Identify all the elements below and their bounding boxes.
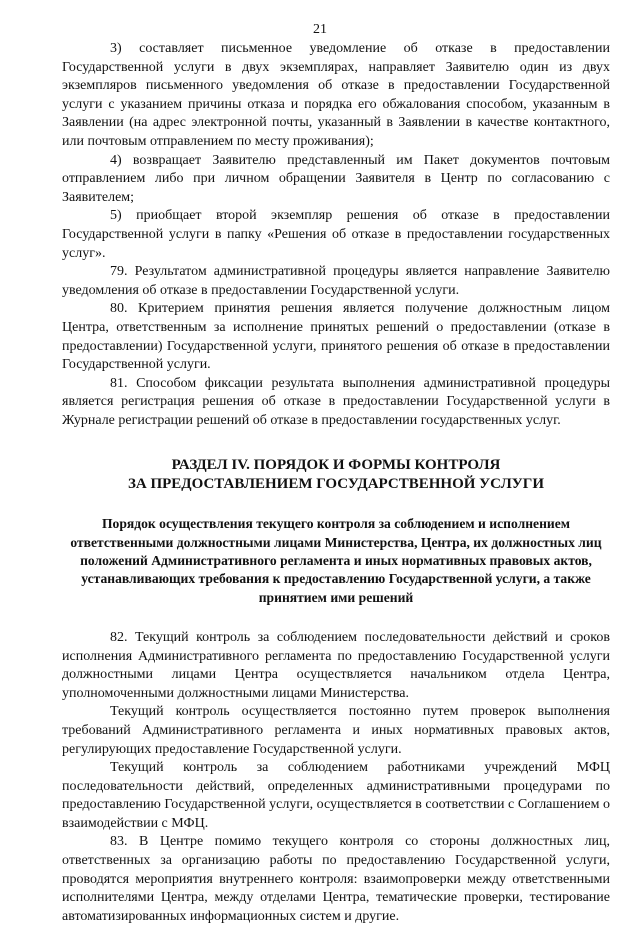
- paragraph-item-4: 4) возвращает Заявителю представленный им Пакет документов почтовым отправлением либо при личном обращении Заявителя в Центр по согласованию с Заявителем;: [62, 152, 610, 205]
- paragraph-mfc-control: Текущий контроль за соблюдением работниками учреждений МФЦ последовательности действий, определенных административными процедурами по предоставлению Государственной услуги, осуществляется в соответствии с Соглашением о взаимодействии с МФЦ.: [62, 760, 610, 831]
- subsection-title: Порядок осуществления текущего контроля за соблюдением и исполнением ответственными должностными лицами Министерства, Центра, их должностных лиц положений Административного регламента и иных нормативных правовых актов, устанавливающих требования к предоставлению Государственной услуги, а также принятием ими решений: [70, 516, 602, 605]
- section-title-line-1: РАЗДЕЛ IV. ПОРЯДОК И ФОРМЫ КОНТРОЛЯ: [171, 457, 501, 474]
- document-body: [62, 40, 610, 926]
- paragraph-82: 82. Текущий контроль за соблюдением последовательности действий и сроков исполнения Административного регламента по предоставлению Государственной услуги должностными лицами Центра осуществляется начальником отдела Центра, уполномоченными должностными лицами Министерства.: [62, 629, 610, 701]
- paragraph-80: 80. Критерием принятия решения является получение должностным лицом Центра, ответственным за исполнение принятых решений о предоставлении (отказе в предоставлении) Государственной услуги, принятого решения об отказе в предоставлении Государственной услуги.: [62, 301, 610, 373]
- paragraph-81: 81. Способом фиксации результата выполнения административной процедуры является регистрация решения об отказе в предоставлении Государственной услуги в Журнале регистрации решений об отказе в предоставлении государственных услуг.: [62, 375, 610, 428]
- paragraph-current-control: Текущий контроль осуществляется постоянно путем проверок выполнения требований Административного регламента и иных нормативных правовых актов, регулирующих предоставление Государственной услуги.: [62, 704, 610, 757]
- paragraph-79: 79. Результатом административной процедуры является направление Заявителю уведомления об отказе в предоставлении Государственной услуги.: [62, 264, 610, 298]
- section-title-line-2: ЗА ПРЕДОСТАВЛЕНИЕМ ГОСУДАРСТВЕННОЙ УСЛУГИ: [127, 476, 545, 493]
- page-number: 21: [313, 22, 327, 37]
- paragraph-item-3: 3) составляет письменное уведомление об отказе в предоставлении Государственной услуги в двух экземплярах, направляет Заявителю один из двух экземпляров письменного уведомления об отказе в предоставлении Государственной услуги с указанием причины отказа и порядка его обжалования способом, указанным в Заявлении (на адрес электронной почты, указанный в Заявлении в качестве контактного, или почтовым отправлением по месту проживания);: [62, 41, 610, 149]
- paragraph-83: 83. В Центре помимо текущего контроля со стороны должностных лиц, ответственных за организацию работы по предоставлению Государственной услуги, проводятся мероприятия внутреннего контроля: взаимопроверки между ответственными исполнителями Центра, между отделами Центра, тематические проверки, тестирование автоматизированных информационных систем и другие.: [62, 834, 610, 924]
- section-title: [62, 456, 610, 494]
- paragraph-item-5: 5) приобщает второй экземпляр решения об отказе в предоставлении Государственной услуги в папку «Решения об отказе в предоставлении государственных услуг».: [62, 208, 610, 261]
